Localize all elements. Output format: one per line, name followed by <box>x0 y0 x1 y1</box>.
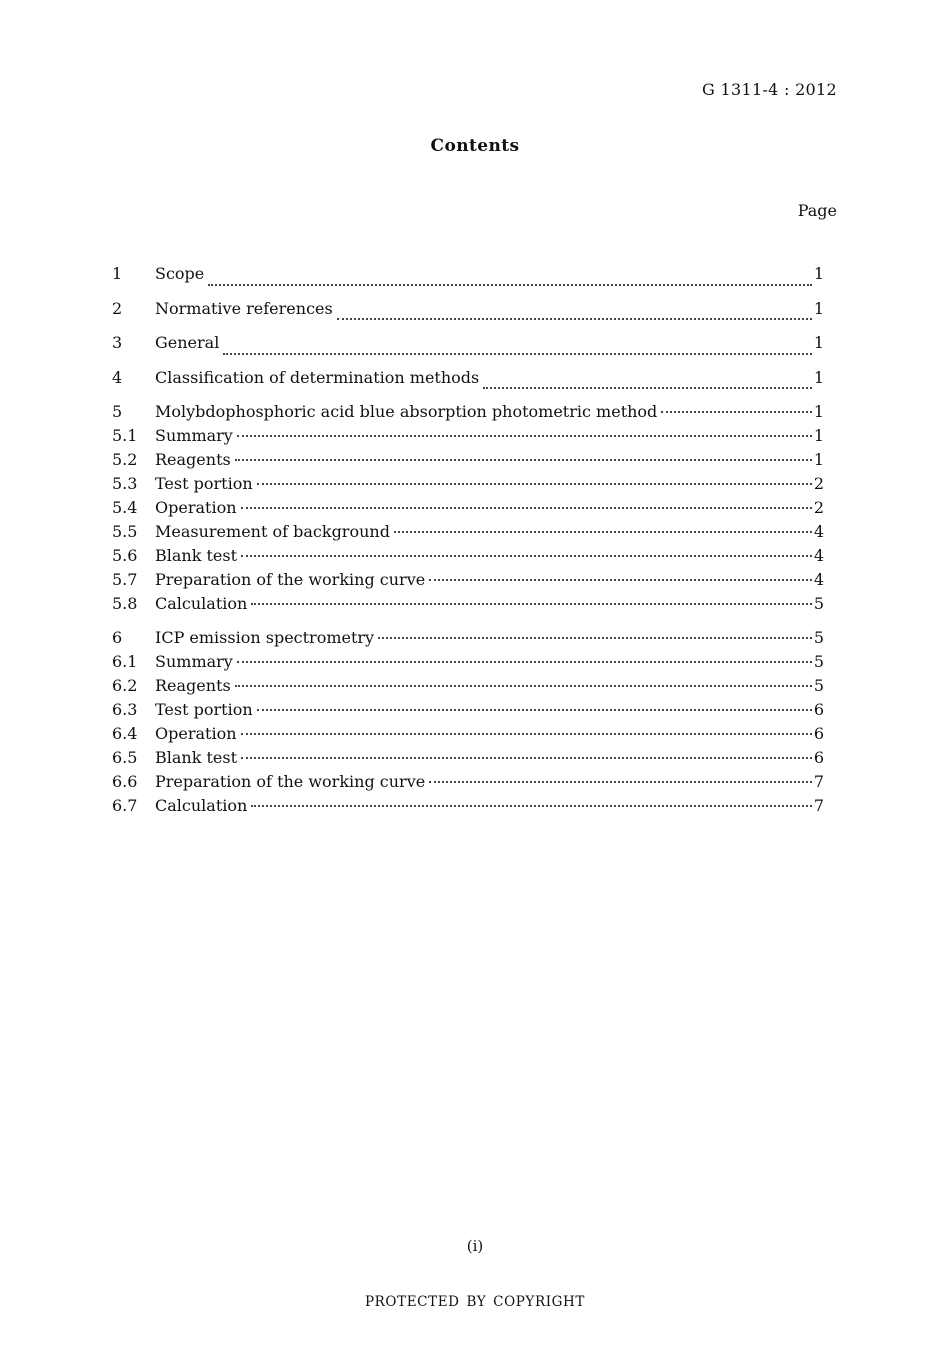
toc-entry-number: 2 <box>112 298 123 318</box>
dot-leader <box>241 507 812 509</box>
dot-leader <box>208 284 812 286</box>
copyright-notice: PROTECTED BY COPYRIGHT <box>364 1294 586 1310</box>
toc-entry-5-1[interactable] <box>112 424 824 448</box>
toc-entry-title: Test portion <box>155 700 253 719</box>
toc-entry-page: 1 <box>813 450 824 469</box>
toc-entry-title: Classification of determination methods <box>155 367 480 387</box>
toc-entry-number: 5.7 <box>112 570 138 589</box>
toc-entry-number: 6.5 <box>112 748 138 767</box>
toc-entry-6-2[interactable] <box>112 674 824 698</box>
toc-entry-page: 1 <box>813 298 824 318</box>
toc-entry-2[interactable] <box>112 297 824 332</box>
dot-leader <box>257 483 812 485</box>
toc-entry-page: 4 <box>813 546 824 565</box>
dot-leader <box>235 459 812 461</box>
dot-leader <box>237 435 812 437</box>
dot-leader <box>241 733 812 735</box>
toc-entry-number: 3 <box>112 333 123 352</box>
toc-entry-6-6[interactable] <box>112 770 824 794</box>
page-number: (i) <box>466 1237 484 1255</box>
toc-entry-number: 5 <box>112 402 123 421</box>
toc-entry-number: 5.1 <box>112 426 138 445</box>
toc-entry-number: 6.4 <box>112 724 138 743</box>
toc-entry-number: 5.5 <box>112 522 138 541</box>
toc-entry-title: Measurement of background <box>155 522 390 541</box>
toc-entry-title: Calculation <box>155 796 248 815</box>
toc-entry-page: 6 <box>813 724 824 743</box>
toc-entry-title: Test portion <box>155 474 253 493</box>
toc-entry-number: 5.6 <box>112 546 138 565</box>
toc-entry-6-3[interactable] <box>112 698 824 722</box>
toc-entry-number: 5.3 <box>112 474 138 493</box>
toc-entry-number: 6.2 <box>112 676 138 695</box>
toc-entry-page: 4 <box>813 570 824 589</box>
dot-leader <box>429 579 812 581</box>
toc-entry-title: Scope <box>155 264 205 283</box>
toc-entry-number: 6.6 <box>112 772 138 791</box>
toc-entry-title: Preparation of the working curve <box>155 772 426 791</box>
toc-entry-title: Blank test <box>155 748 238 767</box>
toc-entry-5[interactable] <box>112 400 824 424</box>
toc-entry-number: 5.8 <box>112 594 138 613</box>
dot-leader <box>378 637 812 639</box>
toc-entry-5-8[interactable] <box>112 592 824 616</box>
toc-entry-5-2[interactable] <box>112 448 824 472</box>
toc-entry-title: Calculation <box>155 594 248 613</box>
dot-leader <box>483 387 812 389</box>
dot-leader <box>394 531 812 533</box>
toc-entry-5-7[interactable] <box>112 568 824 592</box>
toc-entry-title: Reagents <box>155 676 231 695</box>
toc-entry-page: 1 <box>813 333 824 352</box>
dot-leader <box>429 781 812 783</box>
toc-entry-number: 1 <box>112 264 123 283</box>
dot-leader <box>257 709 812 711</box>
toc-entry-page: 1 <box>813 367 824 387</box>
toc-entry-title: Summary <box>155 426 233 445</box>
toc-entry-number: 6 <box>112 628 123 647</box>
toc-entry-5-4[interactable] <box>112 496 824 520</box>
toc-entry-title: Molybdophosphoric acid blue absorption photometric method <box>155 402 658 421</box>
dot-leader <box>235 685 812 687</box>
toc-entry-title: Normative references <box>155 298 333 318</box>
toc-entry-page: 4 <box>813 522 824 541</box>
toc-entry-5-6[interactable] <box>112 544 824 568</box>
page-title: Contents <box>430 136 520 156</box>
toc-entry-page: 5 <box>813 594 824 613</box>
toc-entry-page: 1 <box>813 402 824 421</box>
toc-entry-number: 4 <box>112 367 123 387</box>
toc-entry-page: 2 <box>813 498 824 517</box>
dot-leader <box>241 555 812 557</box>
document-id: G 1311-4 : 2012 <box>702 80 837 99</box>
toc-entry-title: ICP emission spectrometry <box>155 628 375 647</box>
dot-leader <box>337 318 812 320</box>
toc-entry-page: 5 <box>813 628 824 647</box>
toc-entry-6[interactable] <box>112 626 824 650</box>
dot-leader <box>241 757 812 759</box>
toc-entry-page: 7 <box>813 772 824 791</box>
toc-entry-title: Preparation of the working curve <box>155 570 426 589</box>
toc-entry-title: Blank test <box>155 546 238 565</box>
toc-entry-4[interactable] <box>112 366 824 401</box>
toc-entry-title: Reagents <box>155 450 231 469</box>
toc-entry-page: 5 <box>813 652 824 671</box>
toc-entry-page: 1 <box>813 426 824 445</box>
toc-entry-title: Operation <box>155 498 237 517</box>
table-of-contents <box>112 262 824 818</box>
toc-entry-3[interactable] <box>112 331 824 366</box>
toc-entry-page: 5 <box>813 676 824 695</box>
toc-entry-page: 6 <box>813 700 824 719</box>
toc-entry-page: 1 <box>813 264 824 283</box>
toc-entry-number: 6.3 <box>112 700 138 719</box>
toc-entry-page: 2 <box>813 474 824 493</box>
dot-leader <box>251 603 812 605</box>
dot-leader <box>251 805 812 807</box>
toc-entry-5-5[interactable] <box>112 520 824 544</box>
toc-entry-title: Summary <box>155 652 233 671</box>
toc-entry-title: Operation <box>155 724 237 743</box>
toc-entry-6-4[interactable] <box>112 722 824 746</box>
toc-entry-page: 7 <box>813 796 824 815</box>
toc-entry-6-5[interactable] <box>112 746 824 770</box>
toc-entry-6-1[interactable] <box>112 650 824 674</box>
dot-leader <box>223 353 811 355</box>
toc-entry-title: General <box>155 333 220 352</box>
toc-entry-page: 6 <box>813 748 824 767</box>
dot-leader <box>237 661 812 663</box>
toc-entry-6-7[interactable] <box>112 794 824 818</box>
toc-entry-1[interactable] <box>112 262 824 297</box>
toc-entry-number: 6.1 <box>112 652 138 671</box>
toc-entry-number: 5.2 <box>112 450 138 469</box>
toc-entry-5-3[interactable] <box>112 472 824 496</box>
toc-entry-number: 5.4 <box>112 498 138 517</box>
page-column-label: Page <box>797 201 837 220</box>
dot-leader <box>661 411 812 413</box>
toc-entry-number: 6.7 <box>112 796 138 815</box>
